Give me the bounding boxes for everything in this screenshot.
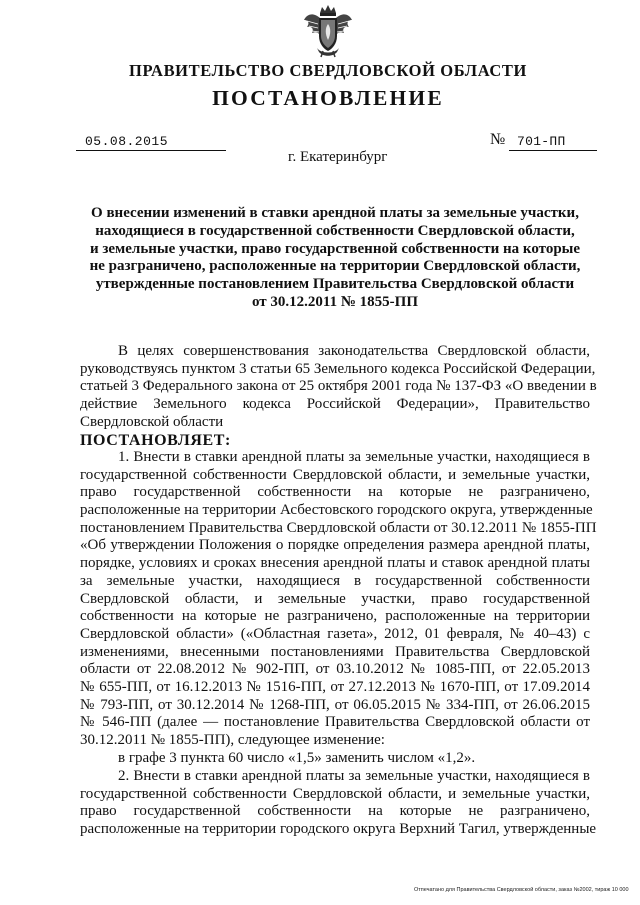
item-1-line: Свердловской области, и земельные участки, право государственной [80,590,590,607]
item-1-line: № 546-ПП (далее — постановление Правительства Свердловской области от [80,714,590,731]
print-note: Отпечатано для Правительства Свердловской области, заказ №2002, тираж 10 000 [414,887,629,893]
item-2-line: расположенные на территории городского округа Верхний Тагил, утвержденные [80,821,597,838]
city-of-issue: г. Екатеринбург [288,149,388,165]
document-number-field [509,134,597,151]
preamble-line: Свердловской области [80,413,224,430]
item-1-line: № 655-ПП, от 16.12.2013 № 1516-ПП, от 27.12.2013 № 1670-ПП, от 17.09.2014 [80,678,590,695]
item-1-line: за земельные участки, находящиеся в государственной собственности [80,572,590,589]
item-1-paragraph [80,449,597,767]
subject-line: находящиеся в государственной собственности Свердловской области, [95,222,575,239]
subject-line: утвержденные постановлением Правительства Свердловской области [95,276,575,293]
item-1-line: 30.12.2011 № 1855-ПП), следующее изменение: [80,732,385,748]
subject-line: О внесении изменений в ставки арендной платы за земельные участки, [91,205,579,221]
item-1-line: постановлением Правительства Свердловской области от 30.12.2011 № 1855-ПП [80,519,597,536]
item-1-line: № 793-ПП, от 30.12.2014 № 1268-ПП, от 06.05.2015 № 334-ПП, от 26.06.2015 [80,696,590,713]
subject-line: и земельные участки, право государственной собственности на которые [89,240,581,257]
subject-line: не разграничено, расположенные на территории Свердловской области, [89,258,581,275]
government-title: ПРАВИТЕЛЬСТВО СВЕРДЛОВСКОЙ ОБЛАСТИ [129,61,527,80]
item-2-paragraph [80,768,597,839]
subject-line: от 30.12.2011 № 1855-ПП [252,293,418,310]
resolves-heading-block [80,432,590,450]
preamble-line: В целях совершенствования законодательства Свердловской области, [118,343,590,359]
item-1-line: право государственной собственности на которые не разграничено, [80,484,590,501]
document-date: 05.08.2015 [85,134,169,149]
decree-subject [80,205,590,312]
preamble-line: руководствуясь пунктом 3 статьи 65 Земельного кодекса Российской Федерации, [80,360,596,377]
item-1-line: 1. Внести в ставки арендной платы за земельные участки, находящиеся в [118,449,590,465]
item-1-line: области от 22.08.2012 № 902-ПП, от 03.10.2012 № 1085-ПП, от 22.05.2013 [80,661,590,678]
item-2-line: 2. Внести в ставки арендной платы за земельные участки, находящиеся в [118,768,590,784]
item-1-line: порядке, условиях и сроках внесения арендной платы и ставок арендной платы [80,555,590,572]
preamble-paragraph [80,343,597,431]
preamble-line: статьей 3 Федерального закона от 25 октября 2001 года № 137-ФЗ «О введении в [80,378,597,395]
item-1-line: собственности на которые не разграничено, расположенные на территории [80,608,590,625]
item-2-line: государственной собственности Свердловской области, и земельные участки, [80,785,590,802]
preamble-line: действие Земельного кодекса Российской Федерации», Правительство [80,396,590,413]
document-type-title: ПОСТАНОВЛЕНИЕ [212,86,444,110]
item-2-line: право государственной собственности на которые не разграничено, [80,803,590,820]
item-1-line: расположенные на территории Асбестовского городского округа, утвержденные [80,502,593,519]
resolves-heading: ПОСТАНОВЛЯЕТ: [80,432,231,449]
number-sign: № [490,131,506,148]
item-1-line: «Об утверждении Положения о порядке определения размера арендной платы, [80,537,590,554]
item-1-line: изменениями, внесенными постановлениями Правительства Свердловской [80,643,590,660]
item-1-line: государственной собственности Свердловской области, и земельные участки, [80,466,590,483]
item-1-line: Свердловской области» («Областная газета», 2012, 01 февраля, № 40–43) с [80,625,590,642]
coat-of-arms-emblem [303,4,353,58]
document-date-field [76,134,226,151]
document-number: 701-ПП [517,134,566,149]
item-1-change: в графе 3 пункта 60 число «1,5» заменить числом «1,2». [118,749,476,766]
